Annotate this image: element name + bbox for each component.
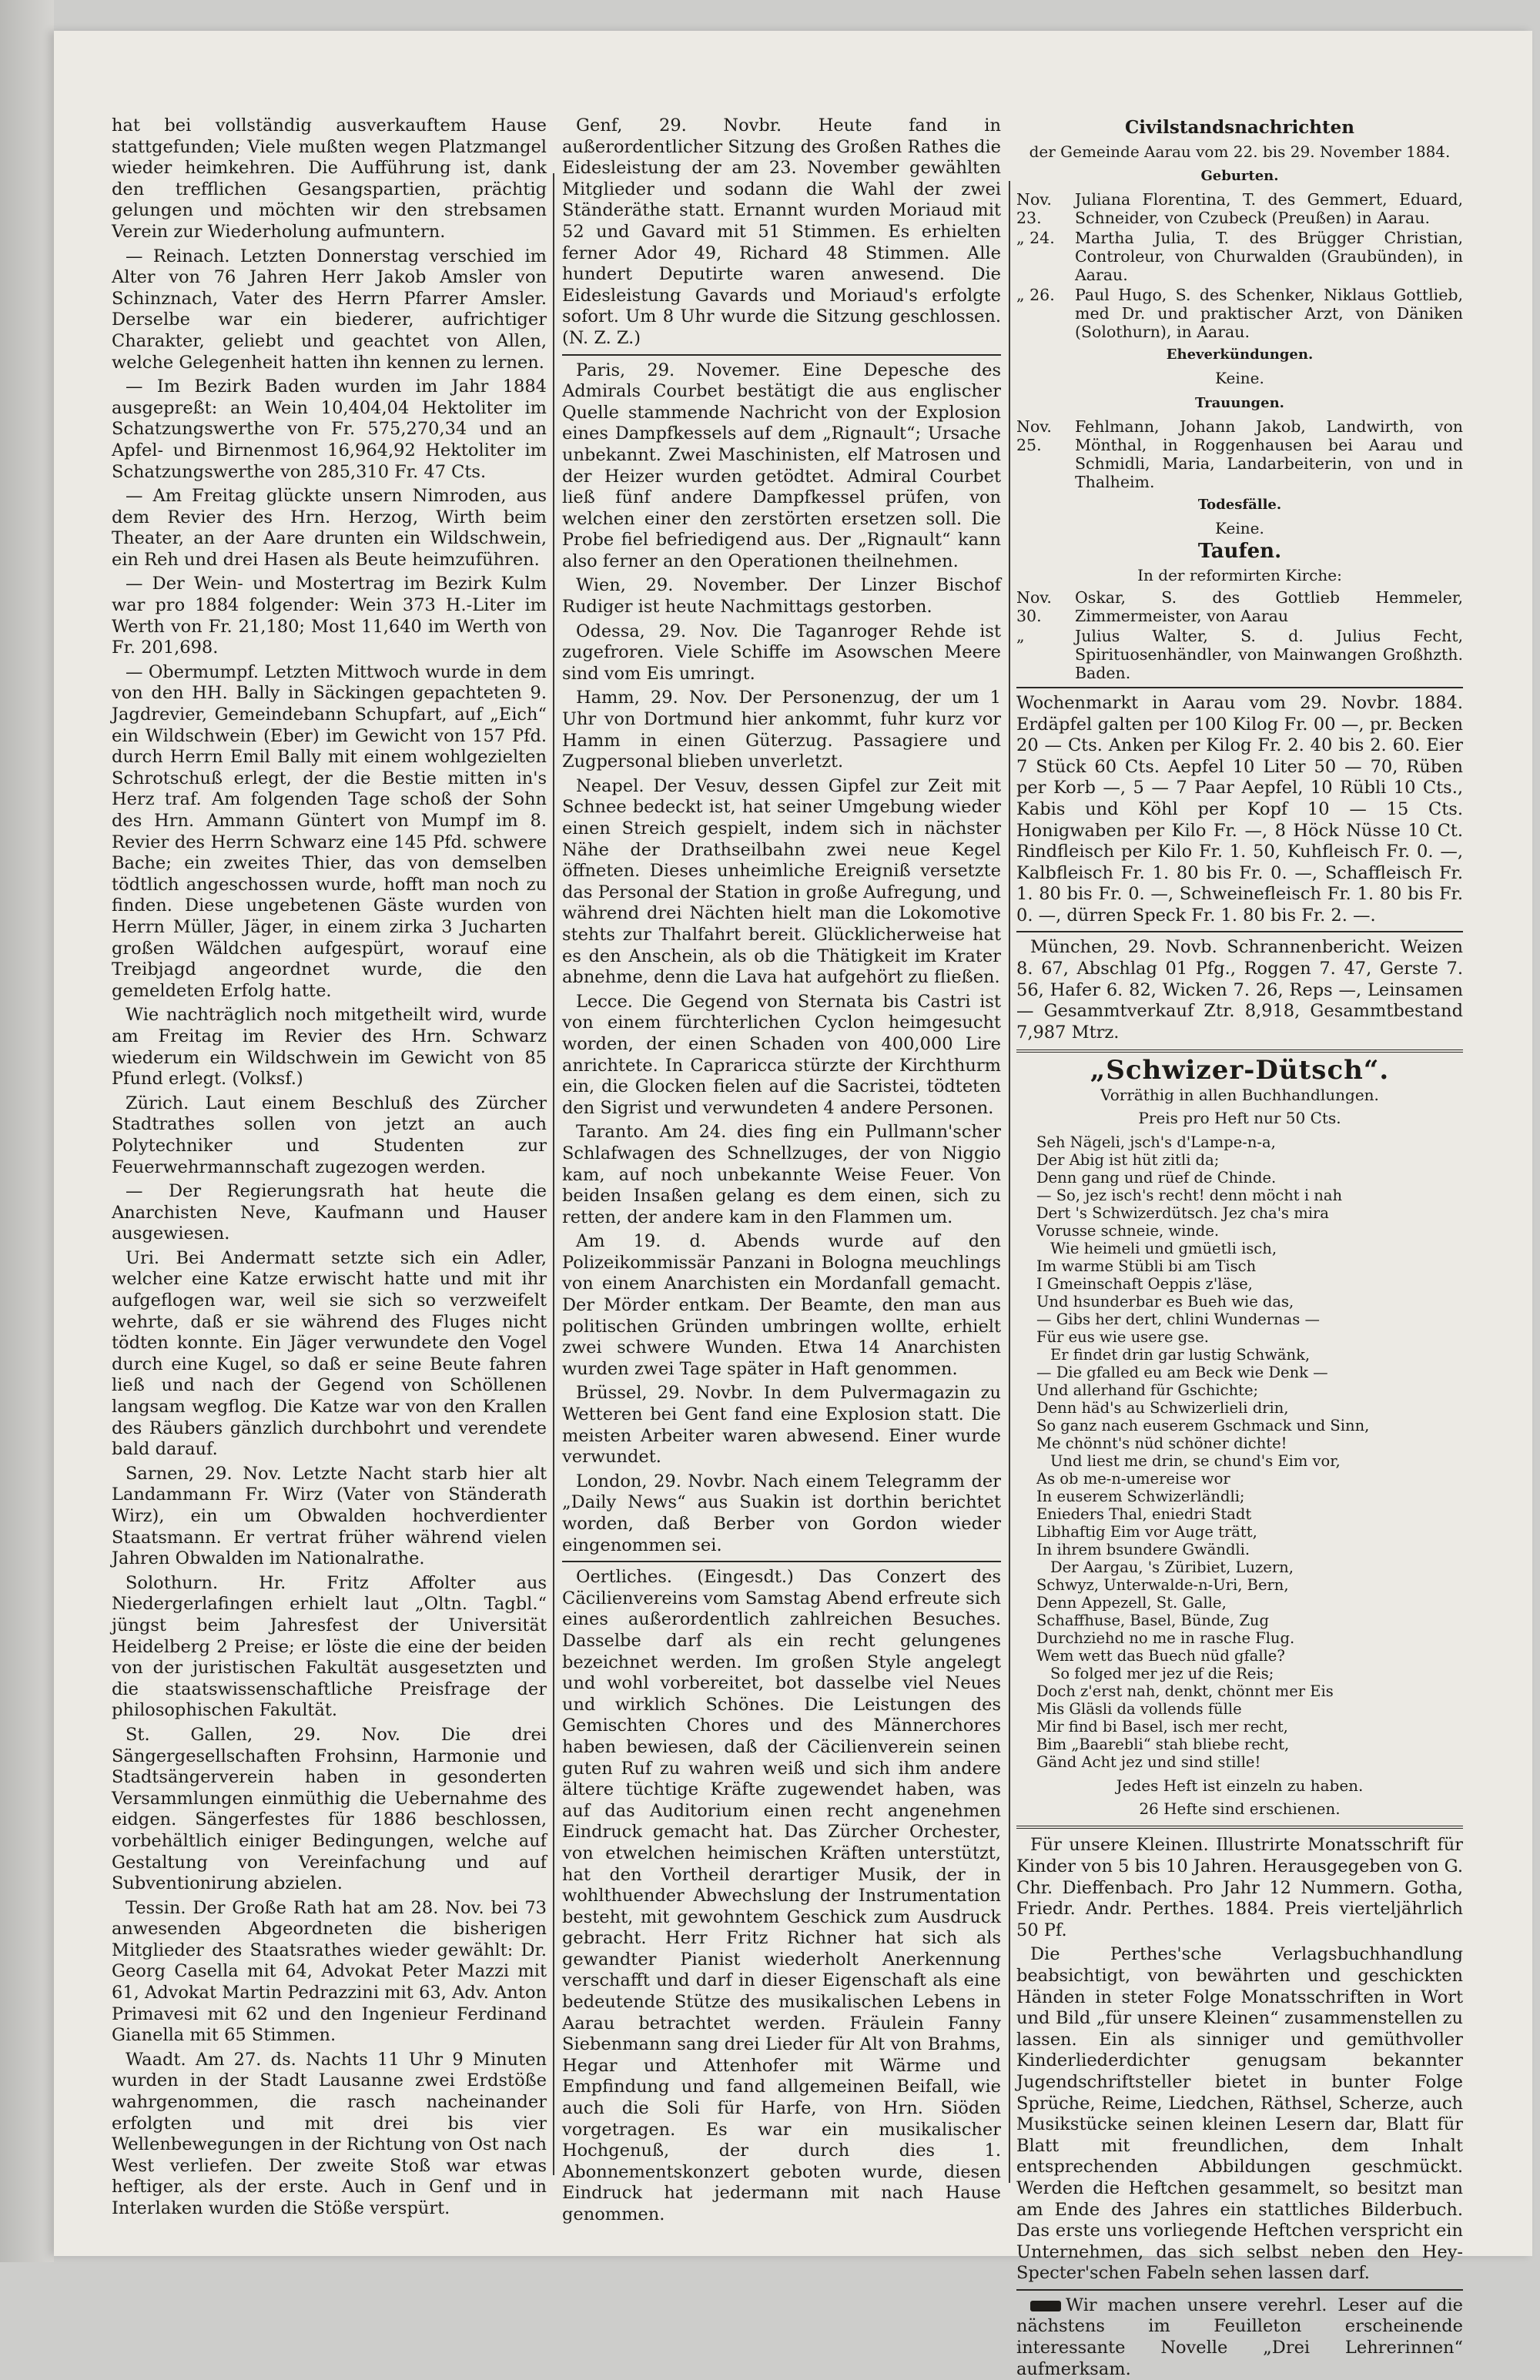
article: Sarnen, 29. Nov. Letzte Nacht starb hier alt Landammann Fr. Wirz (Vater von Ständerath Wirz), ein um Obwalden hochverdienter Staatsmann. Er vertrat früher während vielen Jahren Obwalden im Nationalrathe. [112,1463,547,1569]
ad-title: „Schwizer-Dütsch“. [1090,1055,1390,1086]
birth-entry [1016,286,1463,341]
poem-line: Und allerhand für Gschichte; [1036,1381,1259,1400]
divider [562,1561,1001,1562]
poem-line: — Gibs her dert, chlini Wundernas — [1036,1311,1320,1329]
poem-line: Doch z'erst nah, denkt, chönnt mer Eis [1036,1682,1334,1701]
article: — Im Bezirk Baden wurden im Jahr 1884 ausgepreßt: an Wein 10,404,04 Hektoliter im Schatzungswerthe von Fr. 575,270,34 und an Apfel- und Birnenmost 16,964,92 Hektoliter im Schatzungswerthe von 285,310 Fr. 47 Cts. [112,377,547,482]
article: St. Gallen, 29. Nov. Die drei Sängergesellschaften Frohsinn, Harmonie und Stadtsängerverein haben in gesonderten Versammlungen einmüthig die Uebernahme des eidgen. Sängerfestes für 1886 beschlossen, vorbehältlich einiger Bedingungen, welche auf Gestaltung von Vereinfachung und auf Subventionirung abzielen. [112,1724,547,1894]
book-review: Die Perthes'sche Verlagsbuchhandlung beabsichtigt, von bewährten und geschickten Händen in steter Folge Monatsschriften in Wort und Bild „für unsere Kleinen“ zusammenstellen zu lassen. Ein als sinniger und gemüthvoller Kinderliederdichter genugsam bekannter Jugendschriftsteller bietet in bunter Folge Sprüche, Reime, Liedchen, Räthsel, Scherze, auch Musikstücke seinen kleinen Lesern dar, Blatt für Blatt mit freundlichen, dem Inhalt entsprechenden Abbildungen geschmückt. Werden die Heftchen gesammelt, so besitzt man am Ende des Jahres ein stattliches Bilderbuch. Das erste uns vorliegende Heftchen verspricht ein Unternehmen, das sich selbst neben den Hey-Specter'schen Fabeln sehen lassen darf. [1016,1944,1463,2284]
article: Taranto. Am 24. dies fing ein Pullmann'scher Schlafwagen des Schnellzuges, der von Niggio kam, auf noch unbekannte Weise Feuer. Von beiden Insaßen gelang es dem einen, sich zu retten, der andere kam in den Flammen um. [562,1122,1001,1227]
birth-entry [1016,229,1463,284]
poem-line: Gänd Acht jez und sind stille! [1036,1753,1261,1772]
entry-text: Oskar, S. des Gottlieb Hemmeler, Zimmermeister, von Aarau [1075,587,1463,625]
ad-footer-note: Jedes Heft ist einzeln zu haben. [1116,1776,1364,1796]
poem-line: Libhaftig Eim vor Auge trätt, [1036,1523,1257,1541]
marriage-entry [1016,417,1463,491]
article: Brüssel, 29. Novbr. In dem Pulvermagazin zu Wetteren bei Gent fand eine Explosion statt. Die meisten Arbeiter waren abwesend. Einer wurde verwundet. [562,1383,1001,1468]
poem-line: Seh Nägeli, jsch's d'Lampe-n-a, [1036,1133,1276,1152]
entry-text: Juliana Florentina, T. des Gemmert, Eduard, Schneider, von Czubeck (Preußen) in Aarau. [1075,189,1463,227]
poem-line: Denn Appezell, St. Galle, [1036,1594,1227,1612]
double-divider [1016,1049,1463,1053]
column-middle [562,115,1001,2224]
article: Wie nachträglich noch mitgetheilt wird, wurde am Freitag im Revier des Hrn. Schwarz wiederum ein Wildschwein im Gewicht von 85 Pfund erlegt. (Volksf.) [112,1005,547,1090]
poem-line: Mis Gläsli da vollends fülle [1036,1700,1242,1719]
poem-line: Durchziehd no me in rasche Flug. [1036,1629,1295,1648]
poem-line: Schaffhuse, Basel, Bünde, Zug [1036,1612,1269,1630]
munich-report: München, 29. Novb. Schrannenbericht. Weizen 8. 67, Abschlag 01 Pfg., Roggen 7. 47, Gerste 7. 56, Hafer 6. 82, Wicken 7. 26, Reps —, Leinsamen — Gesammtverkauf Ztr. 8,918, Gesammtbestand 7,987 Mtrz. [1016,937,1463,1043]
double-divider [1016,1826,1463,1829]
article: Zürich. Laut einem Beschluß des Zürcher Stadtrathes sollen von jetzt an auch Polytechniker und Studenten zur Feuerwehrmannschaft zugezogen werden. [112,1093,547,1177]
marriages-heading: Trauungen. [1195,394,1284,411]
poem-line: Für eus wie usere gse. [1036,1328,1209,1347]
poem-line: Wem wett das Buech nüd gfalle? [1036,1647,1285,1665]
divider [562,354,1001,356]
poem-line: I Gmeinschaft Oeppis z'läse, [1036,1275,1253,1294]
poem-line: Denn häd's au Schwizerlieli drin, [1036,1399,1289,1418]
deaths-text: Keine. [1215,519,1264,538]
article: Hamm, 29. Nov. Der Personenzug, der um 1 Uhr von Dortmund hier ankommt, fuhr kurz vor Hamm in einen Güterzug. Passagiere und Zugpersonal blieben unverletzt. [562,688,1001,772]
poem-line: Enieders Thal, eniedri Stadt [1036,1505,1252,1524]
entry-date: Nov. 23. [1016,189,1052,227]
pointing-hand-icon [1030,2301,1061,2311]
poem-line: Er findet drin gar lustig Schwänk, [1050,1346,1311,1364]
article: Waadt. Am 27. ds. Nachts 11 Uhr 9 Minuten wurden in der Stadt Lausanne zwei Erdstöße wahrgenommen, die rasch nacheinander erfolgten und mit drei bis vier Wellenbewegungen in der Richtung von Ost nach West verliefen. Der zweite Stoß war etwas heftiger, als der erste. Auch in Genf und in Interlaken wurden die Stöße verspürt. [112,2049,547,2218]
ad-footer-count: 26 Hefte sind erschienen. [1139,1799,1341,1818]
poem-line: Der Abig ist hüt zitli da; [1036,1151,1220,1170]
article: — Der Wein- und Mostertrag im Bezirk Kulm war pro 1884 folgender: Wein 373 H.-Liter im Werth von Fr. 21,180; Most 11,640 im Werth von Fr. 201,698. [112,574,547,658]
poem-line: Wie heimeli und gmüetli isch, [1050,1240,1277,1258]
poem-line: Und liest me drin, se chund's Eim vor, [1050,1452,1341,1471]
column-rule-2 [1009,181,1010,2183]
article: Tessin. Der Große Rath hat am 28. Nov. bei 73 anwesenden Abgeordneten die bisherigen Mitglieder des Staatsrathes wieder gewählt: Dr. Georg Casella mit 64, Advokat Peter Mazzi mit 61, Advokat Martin Pedrazzini mit 63, Adv. Anton Primavesi mit 62 und den Ingenieur Ferdinand Gianella mit 65 Stimmen. [112,1897,547,2046]
article: — Der Regierungsrath hat heute die Anarchisten Neve, Kaufmann und Hauser ausgewiesen. [112,1181,547,1244]
divider [1016,931,1463,932]
entry-date: „ 24. [1016,228,1055,247]
poem-line: — So, jez isch's recht! denn möcht i nah [1036,1187,1343,1205]
birth-entry [1016,190,1463,227]
article: Wien, 29. November. Der Linzer Bischof Rudiger ist heute Nachmittags gestorben. [562,575,1001,618]
poem-line: Vorusse schneie, winde. [1036,1222,1220,1240]
article: Odessa, 29. Nov. Die Taganroger Rehde ist zugefroren. Viele Schiffe im Asowschen Meere sind vom Eis umringt. [562,621,1001,684]
poem-line: As ob me-n-umereise wor [1036,1470,1230,1488]
poem-line: Dert 's Schwizerdütsch. Jez cha's mira [1036,1204,1329,1223]
poem-line: Mir find bi Basel, isch mer recht, [1036,1718,1288,1736]
entry-date: „ 26. [1016,285,1055,304]
poem-line: — Die gfalled eu am Beck wie Denk — [1036,1364,1328,1382]
baptism-entry [1016,627,1463,682]
article: — Am Freitag glückte unsern Nimroden, aus dem Revier des Hrn. Herzog, Wirth beim Theater, an der Aare drunten ein Wildschwein, ein Reh und drei Hasen als Beute heimzuführen. [112,486,547,570]
poem-line: So ganz nach euserem Gschmack und Sinn, [1036,1417,1370,1435]
column-left [112,115,547,2218]
entry-text: Martha Julia, T. des Brügger Christian, Controleur, von Churwalden (Graubünden), in Aarau. [1075,228,1463,284]
market-report: Wochenmarkt in Aarau vom 29. Novbr. 1884. Erdäpfel galten per 100 Kilog Fr. 00 —, pr. Becken 20 — Cts. Anken per Kilog Fr. 2. 40 bis 2. 60. Eier 7 Stück 60 Cts. Aepfel 10 Liter 50 — 70, Rüben per Korb —, 5 — 7 Paar Aepfel, 10 Rübli 10 Cts., Kabis und Köhl per Kopf 10 — 15 Cts. Honigwaben per Kilo Fr. —, 8 Höck Nüsse 10 Ct. Rindfleisch per Kilo Fr. 1. 50, Kuhfleisch Fr. 0. —, Kalbfleisch Fr. 1. 80 bis Fr. 0. —, Schaffleisch Fr. 1. 80 bis Fr. 0. —, Schweinefleisch Fr. 1. 80 bis Fr. 0. —, dürren Speck Fr. 1. 80 bis Fr. 2. —. [1016,692,1463,926]
baptisms-subheading: In der reformirten Kirche: [1137,566,1342,585]
book-review: Für unsere Kleinen. Illustrirte Monatsschrift für Kinder von 5 bis 10 Jahren. Herausgegeben von G. Chr. Dieffenbach. Pro Jahr 12 Nummern. Gotha, Friedr. Andr. Perthes. 1884. Preis vierteljährlich 50 Pf. [1016,1835,1463,1940]
entry-date: Nov. 25. [1016,417,1052,454]
article: Uri. Bei Andermatt setzte sich ein Adler, welcher eine Katze erwischt hatte und mit ihr aufgeflogen war, weil sie sich so verzweifelt wehrte, daß er sie während des Fluges nicht tödten konnte. Ein Jäger verwundete den Vogel durch eine Kugel, so daß er seine Beute fahren ließ und nach der Gegend von Schöllenen langsam wegflog. Die Katze war von den Krallen des Räubers gänzlich durchbohrt und verendete bald darauf. [112,1247,547,1460]
baptism-entry [1016,588,1463,625]
local-news-article: Oertliches. (Eingesdt.) Das Conzert des Cäcilienvereins vom Samstag Abend erfreute sich eines außerordentlich zahlreichen Besuches. Dasselbe darf als ein recht gelungenes bezeichnet werden. Im großen Style angelegt und wohl vorbereitet, bot dasselbe viel Neues und wirklich Schönes. Die Leistungen des Gemischten Chores und des Männerchores haben bewiesen, daß der Cäcilienverein seinen guten Ruf zu wahren weiß und sich ihm andere ältere tüchtige Kräfte zugewendet haben, was auf das Auditorium einen recht angenehmen Eindruck gemacht hat. Das Zürcher Orchester, von etwelchen heimischen Kräften unterstützt, hat den Vortheil derartiger Musik, der in wohlthuender Abwechslung der Instrumentation besteht, mit gewohntem Geschick zum Ausdruck gebracht. Herr Fritz Richner hat sich als gewandter Pianist wiederholt Anerkennung verschafft und darf in dieser Eigenschaft als eine bedeutende Stütze des musikalischen Lebens in Aarau betrachtet werden. Fräulein Fanny Siebenmann sang drei Lieder für Alt von Brahms, Hegar und Attenhofer mit Wärme und Empfindung und fand allgemeinen Beifall, wie auch die Soli für Harfe, von Hrn. Siöden vorgetragen. Es war ein musikalischer Hochgenuß, der durch dies 1. Abonnementskonzert geboten wurde, diesen Eindruck hat jedermann mit nach Hause genommen. [562,1567,1001,2224]
ad-poem [1036,1133,1463,1771]
article: Neapel. Der Vesuv, dessen Gipfel zur Zeit mit Schnee bedeckt ist, hat seiner Umgebung wieder einen Streich gespielt, indem sich in nächster Nähe der Drathseilbahn zwei neue Kegel öffneten. Dieses unheimliche Ereigniß versetzte das Personal der Station in große Aufregung, und während drei Nächten hielt man die Lokomotive stehts zur Thalfahrt bereit. Glücklicherweise hat es den Anschein, als ob die Thätigkeit im Krater abnehme, denn die Lava hat aufgehört zu fließen. [562,775,1001,988]
deaths-heading: Todesfälle. [1197,496,1282,513]
column-right [1016,115,1463,2379]
feuilleton-notice [1016,2295,1463,2380]
page-edge [0,0,54,2262]
poem-line: In ihrem bsundere Gwändli. [1036,1541,1250,1559]
entry-text: Paul Hugo, S. des Schenker, Niklaus Gottlieb, med Dr. und praktischer Arzt, von Däniken (Solothurn), in Aarau. [1075,285,1463,341]
poem-line: Denn gang und rüef de Chinde. [1036,1169,1277,1187]
article: — Obermumpf. Letzten Mittwoch wurde in dem von den HH. Bally in Säckingen gepachteten 9. Jagdrevier, Gemeindebann Schupfart, auf „Eich“ ein Wildschwein (Eber) im Gewicht von 157 Pfd. durch Herrn Emil Bally mit einem wohlgezielten Schrotschuß erlegt, der die Bestie mitten in's Herz traf. Am folgenden Tage schoß der Sohn des Hrn. Ammann Güntert von Mumpf im 8. Revier des Herrn Schwarz eine 145 Pfd. schwere Bache; ein zweites Thier, das von demselben tödtlich angeschossen wurde, hofft man noch zu finden. Diese ungebetenen Gäste wurden von Herrn Müller, Jäger, in einem zirka 3 Jucharten großen Wäldchen aufgespürt, worauf eine Treibjagd angeordnet wurde, die den gemeldeten Erfolg hatte. [112,661,547,1001]
divider [1016,2289,1463,2291]
civil-registry-title: Civilstandsnachrichten [1124,117,1355,138]
column-rule-1 [553,173,554,2175]
entry-date: „ [1016,626,1025,645]
article: — Reinach. Letzten Donnerstag verschied im Alter von 76 Jahren Herr Jakob Amsler von Schinznach, Vater des Herrn Pfarrer Amsler. Derselbe war ein biederer, aufrichtiger Charakter, geliebt und geachtet von Allen, welche Gelegenheit hatten ihn kennen zu lernen. [112,246,547,373]
entry-text: Fehlmann, Johann Jakob, Landwirth, von Mönthal, in Roggenhausen bei Aarau und Schmidli, Maria, Landarbeiterin, von und in Thalheim. [1075,417,1463,491]
poem-line: So folged mer jez uf die Reis; [1050,1665,1274,1683]
ad-price: Preis pro Heft nur 50 Cts. [1138,1108,1341,1127]
ad-availability: Vorräthig in allen Buchhandlungen. [1100,1086,1379,1105]
entry-text: Julius Walter, S. d. Julius Fecht, Spirituosenhändler, von Mainwangen Großhzth. Baden. [1075,626,1463,682]
notice-text: Wir machen unsere verehrl. Leser auf die nächstens im Feuilleton erscheinende interessante Novelle „Drei Lehrerinnen“ aufmerksam. [1016,2295,1463,2379]
births-heading: Geburten. [1200,168,1279,185]
baptisms-heading: Taufen. [1197,539,1282,563]
article: Am 19. d. Abends wurde auf den Polizeikommissär Panzani in Bologna meuchlings von einem Anarchisten ein Mordanfall gemacht. Der Mörder entkam. Der Beamte, den man aus politischen Gründen umbringen wollte, erhielt zwei schwere Wunden. Etwa 14 Anarchisten wurden zwei Tage später in Haft genommen. [562,1231,1001,1379]
poem-line: Me chönnt's nüd schöner dichte! [1036,1434,1287,1453]
entry-date: Nov. 30. [1016,587,1052,625]
article: Solothurn. Hr. Fritz Affolter aus Niedergerlafingen erhielt laut „Oltn. Tagbl.“ jüngst beim Jahresfest der Universität Heidelberg 2 Preise; er löste die eine der beiden von der juristischen Fakultät ausgesetzten und die staatswissenschaftliche Preisfrage der philosophischen Fakultät. [112,1572,547,1721]
banns-text: Keine. [1215,369,1264,388]
poem-line: Bim „Baarebli“ stah bliebe recht, [1036,1736,1290,1754]
banns-heading: Eheverkündungen. [1166,346,1314,363]
poem-line: Schwyz, Unterwalde-n-Uri, Bern, [1036,1576,1289,1595]
article: Genf, 29. Novbr. Heute fand in außerordentlicher Sitzung des Großen Rathes die Eidesleistung der am 23. November gewählten Mitglieder und sodann die Wahl der zwei Ständeräthe statt. Ernannt wurden Moriaud mit 52 und Gavard mit 51 Stimmen. Es erhielten ferner Ador 49, Richard 48 Stimmen. Alle hundert Deputirte waren anwesend. Die Eidesleistung Gavards und Moriaud's erfolgte sofort. Um 8 Uhr wurde die Sitzung geschlossen. (N. Z. Z.) [562,115,1001,348]
article: London, 29. Novbr. Nach einem Telegramm der „Daily News“ aus Suakin ist dorthin berichtet worden, daß Berber von Gordon wieder eingenommen sei. [562,1471,1001,1555]
poem-line: In euserem Schwizerländli; [1036,1488,1245,1506]
poem-line: Im warme Stübli bi am Tisch [1036,1257,1257,1276]
poem-line: Und hsunderbar es Bueh wie das, [1036,1293,1294,1311]
civil-registry-subtitle: der Gemeinde Aarau vom 22. bis 29. November 1884. [1029,142,1451,161]
divider [1016,687,1463,688]
article: hat bei vollständig ausverkauftem Hause stattgefunden; Viele mußten wegen Platzmangel wieder heimkehren. Die Aufführung ist, dank den trefflichen Gesangspartien, prächtig gelungen und möchten wir den strebsamen Verein zur Wiederholung aufmuntern. [112,115,547,242]
article: Paris, 29. Novemer. Eine Depesche des Admirals Courbet bestätigt die aus englischer Quelle stammende Nachricht von der Explosion eines Dampfkessels auf dem „Rignault“; Ursache unbekannt. Zwei Maschinisten, elf Matrosen und der Heizer wurden getödtet. Admiral Courbet ließ fünf andere Dampfkessel prüfen, von welchen einer den zerstörten ersetzen soll. Die Probe fiel befriedigend aus. Der „Rignault“ kann also ferner an den Operationen theilnehmen. [562,360,1001,571]
article: Lecce. Die Gegend von Sternata bis Castri ist von einem fürchterlichen Cyclon heimgesucht worden, der einen Schaden von 400,000 Lire anrichtete. In Capraricca stürzte der Kirchthurm ein, die Glocken fielen auf die Sacristei, tödteten den Sigrist und verwundeten 4 andere Personen. [562,991,1001,1118]
poem-line: Der Aargau, 's Züribiet, Luzern, [1050,1558,1294,1577]
